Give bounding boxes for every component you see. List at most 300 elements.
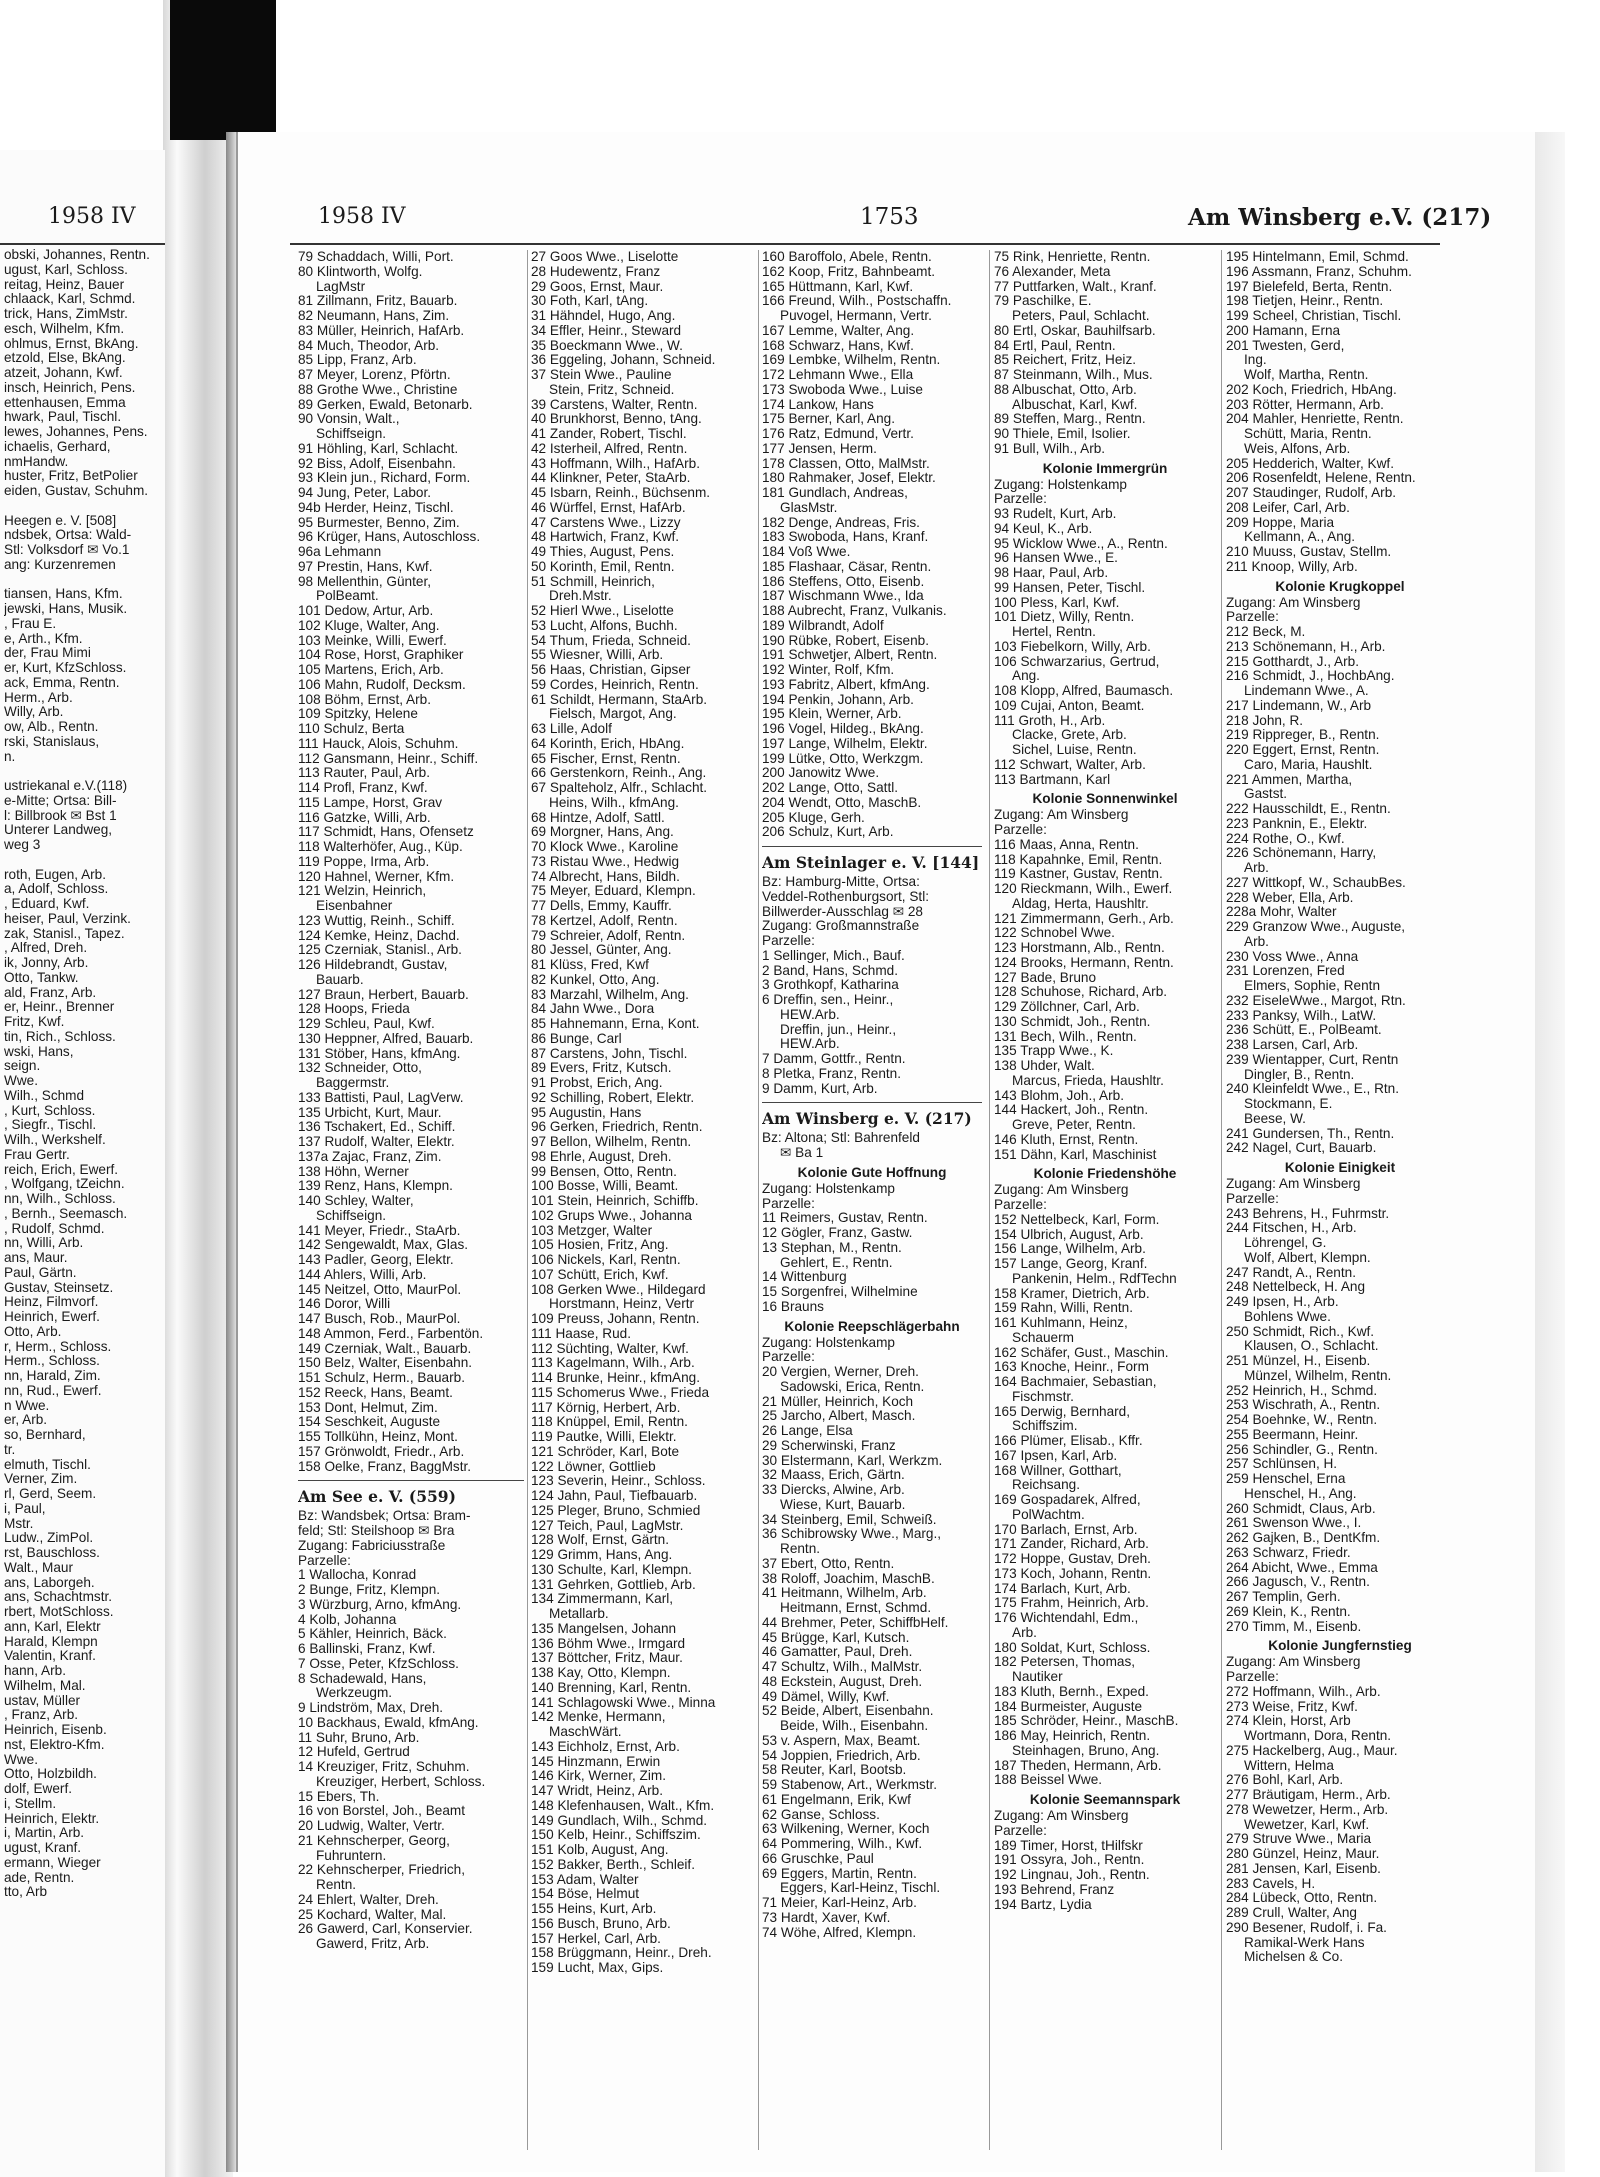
- directory-entry: 162 Koop, Fritz, Bahnbeamt.: [762, 264, 936, 279]
- column-rule: [758, 250, 759, 2150]
- directory-entry: 88 Grothe Wwe., Christine: [298, 382, 458, 397]
- directory-entry: Bz: Altona; Stl: Bahrenfeld: [762, 1131, 920, 1146]
- directory-entry: , Alfred, Dreh.: [4, 941, 88, 956]
- directory-entry: 14 Kreuziger, Fritz, Schuhm.: [298, 1760, 470, 1774]
- directory-entry: 230 Voss Wwe., Anna: [1226, 949, 1359, 964]
- directory-entry: 209 Hoppe, Maria: [1226, 515, 1335, 530]
- directory-entry: 165 Derwig, Bernhard,: [994, 1404, 1131, 1419]
- directory-entry-continuation: Stockmann, E.: [1244, 1097, 1333, 1111]
- directory-entry: 85 Hahnemann, Erna, Kont.: [531, 1017, 700, 1031]
- directory-entry: rst, Bauschloss.: [4, 1546, 100, 1560]
- section-divider: [762, 840, 982, 847]
- directory-entry-continuation: HEW.Arb.: [780, 1037, 840, 1052]
- directory-entry: Wilh., Werkshelf.: [4, 1133, 106, 1147]
- directory-entry: 115 Lampe, Horst, Grav: [298, 795, 443, 810]
- directory-entry: 49 Thies, August, Pens.: [531, 545, 675, 559]
- directory-entry: 16 von Borstel, Joh., Beamt: [298, 1804, 465, 1819]
- directory-entry: 3 Würzburg, Arno, kfmAng.: [298, 1597, 462, 1612]
- directory-entry: jewski, Hans, Musik.: [4, 602, 128, 616]
- directory-entry: Zugang: Am Winsberg: [1226, 1177, 1361, 1191]
- directory-entry: 182 Petersen, Thomas,: [994, 1655, 1136, 1670]
- directory-entry: 158 Oelke, Franz, BaggMstr.: [298, 1459, 472, 1474]
- directory-entry: 176 Wichtendahl, Edm.,: [994, 1611, 1139, 1625]
- directory-entry: 146 Doror, Willi: [298, 1297, 391, 1312]
- directory-entry: 62 Ganse, Schloss.: [762, 1807, 880, 1822]
- directory-entry: 20 Vergien, Werner, Dreh.: [762, 1365, 919, 1379]
- directory-entry: 123 Horstmann, Alb., Rentn.: [994, 941, 1165, 955]
- directory-entry: 45 Isbarn, Reinh., Büchsenm.: [531, 486, 711, 500]
- association-heading: Am Steinlager e. V. [144]: [762, 853, 980, 872]
- directory-entry: 108 Klopp, Alfred, Baumasch.: [994, 684, 1174, 698]
- directory-entry: 64 Pommering, Wilh., Kwf.: [762, 1837, 923, 1851]
- directory-entry: [4, 853, 162, 868]
- directory-entry: 174 Barlach, Kurt, Arb.: [994, 1581, 1131, 1596]
- directory-entry: 20 Ludwig, Walter, Vertr.: [298, 1819, 445, 1833]
- directory-entry: ade, Rentn.: [4, 1870, 75, 1885]
- directory-entry: 128 Wolf, Ernst, Gärtn.: [531, 1533, 670, 1548]
- directory-entry: zak, Stanisl., Tapez.: [4, 926, 125, 941]
- directory-entry: 192 Winter, Rolf, Kfm.: [762, 663, 895, 677]
- directory-entry: tiansen, Hans, Kfm.: [4, 587, 123, 602]
- directory-entry: 222 Hausschildt, E., Rentn.: [1226, 802, 1391, 816]
- directory-entry: 85 Lipp, Franz, Arb.: [298, 353, 417, 368]
- directory-entry: 221 Ammen, Martha,: [1226, 772, 1353, 787]
- directory-entry: 34 Steinberg, Emil, Schweiß.: [762, 1512, 937, 1527]
- directory-entry: 39 Carstens, Walter, Rentn.: [531, 397, 698, 412]
- directory-entry-continuation: Henschel, H., Ang.: [1244, 1486, 1357, 1501]
- directory-entry: 21 Müller, Heinrich, Koch: [762, 1394, 914, 1409]
- directory-entry: 253 Wischrath, A., Rentn.: [1226, 1398, 1381, 1413]
- directory-entry: 148 Klefenhausen, Walt., Kfm.: [531, 1798, 715, 1813]
- directory-entry: 74 Albrecht, Hans, Bildh.: [531, 869, 680, 884]
- directory-entry: 105 Hosien, Fritz, Ang.: [531, 1238, 669, 1253]
- directory-entry-continuation: Klausen, O., Schlacht.: [1244, 1339, 1379, 1354]
- directory-entry: 190 Rübke, Robert, Eisenb.: [762, 633, 930, 648]
- directory-entry: 244 Fitschen, H., Arb.: [1226, 1221, 1357, 1236]
- directory-entry: 30 Elstermann, Karl, Werkzm.: [762, 1453, 943, 1468]
- directory-entry: 16 Brauns: [762, 1299, 824, 1314]
- directory-entry: 84 Much, Theodor, Arb.: [298, 338, 440, 353]
- directory-entry-continuation: Dreh.Mstr.: [549, 589, 612, 604]
- directory-entry: Herm., Arb.: [4, 690, 73, 705]
- directory-entry: 11 Suhr, Bruno, Arb.: [298, 1730, 420, 1745]
- directory-entry: 9 Lindström, Max, Dreh.: [298, 1701, 444, 1715]
- directory-entry-continuation: Fuhruntern.: [316, 1848, 387, 1863]
- directory-entry: 93 Klein jun., Richard, Form.: [298, 471, 471, 486]
- directory-entry: 102 Kluge, Walter, Ang.: [298, 618, 440, 633]
- directory-entry: 197 Bielefeld, Berta, Rentn.: [1226, 279, 1393, 294]
- directory-entry: 277 Bräutigam, Herm., Arb.: [1226, 1788, 1391, 1802]
- directory-entry: 124 Jahn, Paul, Tiefbauarb.: [531, 1489, 698, 1503]
- directory-entry: 151 Dähn, Karl, Maschinist: [994, 1147, 1157, 1162]
- directory-entry: 120 Hahnel, Werner, Kfm.: [298, 869, 455, 884]
- directory-entry: 261 Swenson Wwe., I.: [1226, 1516, 1362, 1531]
- colony-heading: Kolonie Krugkoppel: [1275, 578, 1405, 594]
- directory-entry: 147 Busch, Rob., MaurPol.: [298, 1312, 461, 1326]
- directory-entry-continuation: Clacke, Grete, Arb.: [1012, 728, 1127, 743]
- directory-entry: elmuth, Tischl.: [4, 1457, 91, 1472]
- directory-entry: Zugang: Holstenkamp: [994, 477, 1127, 492]
- directory-entry: 80 Klintworth, Wolfg.: [298, 264, 423, 279]
- directory-entry: 59 Stabenow, Art., Werkmstr.: [762, 1778, 938, 1792]
- directory-entry-continuation: Wolf, Martha, Rentn.: [1244, 368, 1369, 382]
- directory-entry: 98 Haar, Paul, Arb.: [994, 566, 1109, 580]
- directory-entry: 9 Damm, Kurt, Arb.: [762, 1081, 878, 1096]
- directory-entry: 223 Panknin, E., Elektr.: [1226, 816, 1368, 831]
- directory-entry: 42 Isterheil, Alfred, Rentn.: [531, 441, 688, 456]
- directory-entry-continuation: Rentn.: [780, 1542, 821, 1556]
- directory-entry: 44 Brehmer, Peter, SchiffbHelf.: [762, 1615, 949, 1630]
- directory-entry: 69 Morgner, Hans, Ang.: [531, 825, 674, 840]
- directory-entry: 127 Braun, Herbert, Bauarb.: [298, 987, 469, 1002]
- directory-entry: 128 Schuhose, Richard, Arb.: [994, 985, 1168, 1000]
- colony-heading: Kolonie Sonnenwinkel: [1032, 791, 1178, 807]
- directory-entry: 248 Nettelbeck, H. Ang: [1226, 1280, 1366, 1295]
- directory-entry: 121 Welzin, Heinrich,: [298, 884, 427, 899]
- directory-entry: Willy, Arb.: [4, 705, 64, 720]
- directory-entry-continuation: Stein, Fritz, Schneid.: [549, 382, 675, 397]
- directory-entry: 177 Jensen, Herm.: [762, 441, 877, 456]
- directory-entry: Wilh., Schmd: [4, 1088, 85, 1103]
- directory-entry: Otto, Arb.: [4, 1324, 62, 1339]
- directory-entry: hwark, Paul, Tischl.: [4, 410, 122, 425]
- directory-entry: 142 Sengewaldt, Max, Glas.: [298, 1238, 469, 1253]
- directory-entry: 78 Kertzel, Adolf, Rentn.: [531, 913, 678, 928]
- directory-entry: 172 Hoppe, Gustav, Dreh.: [994, 1552, 1151, 1566]
- directory-entry: 178 Classen, Otto, MalMstr.: [762, 456, 930, 471]
- directory-entry: 86 Bunge, Carl: [531, 1031, 622, 1046]
- directory-entry: 111 Hauck, Alois, Schuhm.: [298, 736, 459, 751]
- directory-entry-continuation: Wolf, Albert, Klempn.: [1244, 1250, 1371, 1265]
- directory-entry: ald, Franz, Arb.: [4, 985, 97, 1000]
- directory-entry: 171 Zander, Richard, Arb.: [994, 1537, 1149, 1552]
- directory-entry: 131 Stöber, Hans, kfmAng.: [298, 1046, 461, 1061]
- directory-entry: Parzelle:: [298, 1553, 351, 1568]
- directory-entry-continuation: Baggermstr.: [316, 1076, 390, 1090]
- directory-entry: 59 Cordes, Heinrich, Rentn.: [531, 677, 699, 692]
- directory-entry: 116 Gatzke, Willi, Arb.: [298, 810, 431, 825]
- directory-entry: 173 Koch, Johann, Rentn.: [994, 1566, 1152, 1581]
- directory-entry: 278 Wewetzer, Herm., Arb.: [1226, 1802, 1389, 1817]
- directory-entry-continuation: Peters, Paul, Schlacht.: [1012, 309, 1150, 323]
- directory-entry: 31 Hähndel, Hugo, Ang.: [531, 309, 676, 323]
- directory-entry: i, Stellm.: [4, 1796, 57, 1811]
- directory-entry: 103 Metzger, Walter: [531, 1223, 653, 1238]
- directory-entry: 157 Grönwoldt, Friedr., Arb.: [298, 1444, 465, 1459]
- directory-entry: 133 Battisti, Paul, LagVerw.: [298, 1090, 464, 1105]
- directory-entry: 40 Brunkhorst, Benno, tAng.: [531, 412, 702, 427]
- directory-entry: 264 Abicht, Wwe., Emma: [1226, 1560, 1378, 1575]
- directory-entry: ichaelis, Gerhard,: [4, 439, 111, 454]
- directory-entry: Parzelle:: [1226, 610, 1279, 625]
- directory-entry: 47 Carstens Wwe., Lizzy: [531, 515, 681, 530]
- directory-entry: 74 Wöhe, Alfred, Klempn.: [762, 1925, 917, 1940]
- directory-entry: 106 Mahn, Rudolf, Decksm.: [298, 677, 466, 692]
- directory-entry: 111 Haase, Rud.: [531, 1326, 632, 1341]
- directory-entry: 53 v. Aspern, Max, Beamt.: [762, 1733, 921, 1748]
- directory-entry-continuation: PolBeamt.: [316, 589, 379, 604]
- directory-entry: 175 Frahm, Heinrich, Arb.: [994, 1596, 1149, 1611]
- directory-entry: Parzelle:: [994, 823, 1047, 837]
- directory-entry: n.: [4, 749, 16, 764]
- directory-entry: Unterer Landweg,: [4, 823, 113, 838]
- directory-entry: 2 Bunge, Fritz, Klempn.: [298, 1583, 441, 1597]
- directory-entry: 226 Schönemann, Harry,: [1226, 846, 1377, 861]
- directory-entry: der, Frau Mimi: [4, 646, 91, 661]
- directory-entry: 164 Bachmaier, Sebastian,: [994, 1375, 1157, 1389]
- directory-entry: 101 Dedow, Artur, Arb.: [298, 604, 434, 618]
- directory-entry: 210 Muuss, Gustav, Stellm.: [1226, 545, 1392, 559]
- directory-entry: 140 Schley, Walter,: [298, 1194, 414, 1208]
- directory-entry: ack, Emma, Rentn.: [4, 675, 120, 690]
- directory-entry: 109 Preuss, Johann, Rentn.: [531, 1312, 700, 1326]
- directory-entry: 83 Müller, Heinrich, HafArb.: [298, 323, 465, 338]
- directory-entry: 94b Herder, Heinz, Tischl.: [298, 500, 454, 515]
- directory-entry: 48 Hartwich, Franz, Kwf.: [531, 530, 680, 545]
- directory-entry-continuation: Albuschat, Karl, Kwf.: [1012, 397, 1138, 412]
- directory-entry: 47 Schultz, Wilh., MalMstr.: [762, 1660, 923, 1674]
- directory-entry: 87 Carstens, John, Tischl.: [531, 1046, 688, 1061]
- directory-entry: 7 Damm, Gottfr., Rentn.: [762, 1052, 906, 1066]
- directory-entry: 88 Albuschat, Otto, Arb.: [994, 382, 1137, 397]
- directory-entry-continuation: Michelsen & Co.: [1244, 1950, 1343, 1965]
- directory-entry: 202 Koch, Friedrich, HbAng.: [1226, 382, 1397, 397]
- directory-entry: 77 Dells, Emmy, Kauffr.: [531, 899, 672, 913]
- directory-entry: 238 Larsen, Carl, Arb.: [1226, 1038, 1359, 1052]
- directory-entry: 194 Bartz, Lydia: [994, 1897, 1092, 1912]
- directory-entry: 3 Grothkopf, Katharina: [762, 978, 899, 993]
- directory-entry: Billwerder-Ausschlag ✉ 28: [762, 904, 923, 919]
- directory-entry: 113 Kagelmann, Wilh., Arb.: [531, 1356, 695, 1371]
- directory-entry-continuation: Dingler, B., Rentn.: [1244, 1067, 1355, 1082]
- directory-entry: 156 Lange, Wilhelm, Arb.: [994, 1242, 1146, 1257]
- directory-entry: 134 Zimmermann, Karl,: [531, 1592, 674, 1607]
- directory-entry: 34 Effler, Heinr., Steward: [531, 323, 682, 338]
- directory-entry: 207 Staudinger, Rudolf, Arb.: [1226, 486, 1397, 500]
- directory-entry: Parzelle:: [994, 1198, 1047, 1212]
- directory-entry: 50 Korinth, Emil, Rentn.: [531, 559, 675, 574]
- directory-entry: 120 Rieckmann, Wilh., Ewerf.: [994, 882, 1173, 896]
- directory-entry: 152 Bakker, Berth., Schleif.: [531, 1857, 695, 1872]
- directory-entry: 54 Joppien, Friedrich, Arb.: [762, 1748, 921, 1763]
- directory-entry: huster, Fritz, BetPolier: [4, 469, 138, 484]
- directory-entry: 169 Lembke, Wilhelm, Rentn.: [762, 353, 941, 368]
- directory-entry: 205 Kluge, Gerh.: [762, 810, 865, 825]
- directory-entry: 109 Spitzky, Helene: [298, 707, 418, 722]
- directory-entry: 91 Bull, Wilh., Arb.: [994, 441, 1106, 456]
- directory-entry: wski, Hans,: [4, 1044, 74, 1059]
- directory-entry: rski, Stanislaus,: [4, 734, 100, 749]
- directory-entry: 154 Böse, Helmut: [531, 1887, 640, 1902]
- directory-entry: 8 Pletka, Franz, Rentn.: [762, 1066, 902, 1081]
- directory-entry: 147 Wridt, Heinz, Arb.: [531, 1784, 663, 1798]
- directory-entry: 21 Kehnscherper, Georg,: [298, 1833, 450, 1848]
- directory-entry: 154 Ulbrich, August, Arb.: [994, 1227, 1144, 1242]
- directory-entry: 143 Blohm, Joh., Arb.: [994, 1088, 1124, 1103]
- directory-entry: Paul, Gärtn.: [4, 1265, 77, 1280]
- directory-entry: 135 Mangelsen, Johann: [531, 1621, 677, 1636]
- directory-entry: rbert, MotSchloss.: [4, 1605, 114, 1619]
- directory-entry-continuation: Beese, W.: [1244, 1111, 1306, 1126]
- directory-entry: 137 Rudolf, Walter, Elektr.: [298, 1135, 455, 1149]
- directory-entry: 157 Herkel, Carl, Arb.: [531, 1931, 661, 1946]
- directory-entry: ugust, Karl, Schloss.: [4, 262, 128, 277]
- directory-entry: 81 Klüss, Fred, Kwf: [531, 958, 649, 972]
- directory-entry: 136 Tschakert, Ed., Schiff.: [298, 1120, 456, 1135]
- directory-entry: 252 Heinrich, H., Schmd.: [1226, 1383, 1378, 1398]
- directory-entry: 4 Kolb, Johanna: [298, 1612, 397, 1627]
- directory-entry: 139 Renz, Hans, Klempn.: [298, 1179, 453, 1194]
- directory-entry: 272 Hoffmann, Wilh., Arb.: [1226, 1684, 1381, 1699]
- directory-entry: e, Arth., Kfm.: [4, 631, 83, 646]
- directory-entry-continuation: Caro, Maria, Haushlt.: [1244, 757, 1373, 772]
- directory-entry: 262 Gajken, B., DentKfm.: [1226, 1531, 1381, 1545]
- directory-entry: 180 Rahmaker, Josef, Elektr.: [762, 471, 936, 486]
- directory-entry-continuation: Heins, Wilh., kfmAng.: [549, 795, 679, 810]
- left-header-rule: [0, 243, 165, 245]
- directory-entry: nst, Elektro-Kfm.: [4, 1737, 105, 1752]
- directory-entry: 11 Reimers, Gustav, Rentn.: [762, 1211, 928, 1226]
- directory-entry: e-Mitte; Ortsa: Bill-: [4, 793, 117, 808]
- directory-entry-continuation: Fischmstr.: [1012, 1389, 1074, 1404]
- directory-entry: heiser, Paul, Verzink.: [4, 911, 131, 926]
- column-rule: [989, 250, 990, 2150]
- directory-entry: 102 Grups Wwe., Johanna: [531, 1208, 692, 1223]
- directory-entry: 84 Jahn Wwe., Dora: [531, 1002, 655, 1017]
- directory-entry: 89 Evers, Fritz, Kutsch.: [531, 1061, 672, 1076]
- directory-entry: 94 Jung, Peter, Labor.: [298, 486, 432, 500]
- directory-entry: ans, Laborgeh.: [4, 1575, 95, 1590]
- directory-entry-continuation: Fielsch, Margot, Ang.: [549, 707, 677, 722]
- directory-entry: 96 Gerken, Friedrich, Rentn.: [531, 1120, 703, 1135]
- directory-entry: 289 Crull, Walter, Ang: [1226, 1906, 1357, 1920]
- directory-entry: Valentin, Kranf.: [4, 1649, 96, 1664]
- directory-entry: 92 Schilling, Robert, Elektr.: [531, 1090, 695, 1105]
- directory-entry: 216 Schmidt, J., HochbAng.: [1226, 669, 1395, 684]
- directory-entry: 95 Augustin, Hans: [531, 1105, 642, 1120]
- directory-entry: 143 Eichholz, Ernst, Arb.: [531, 1739, 680, 1754]
- directory-entry: r, Herm., Schloss.: [4, 1339, 112, 1354]
- directory-entry: Zugang: Am Winsberg: [994, 1809, 1129, 1823]
- directory-entry: [4, 499, 162, 514]
- directory-entry: , Siegfr., Tischl.: [4, 1118, 97, 1133]
- directory-entry: dolf, Ewerf.: [4, 1782, 72, 1796]
- directory-entry: ustav, Müller: [4, 1693, 81, 1708]
- directory-entry: 81 Zillmann, Fritz, Bauarb.: [298, 294, 458, 309]
- directory-entry: 149 Czerniak, Walt., Bauarb.: [298, 1341, 472, 1356]
- directory-entry: 73 Ristau Wwe., Hedwig: [531, 854, 680, 869]
- directory-entry: 199 Lütke, Otto, Werkzgm.: [762, 751, 924, 766]
- directory-entry: Parzelle:: [762, 934, 815, 948]
- directory-entry: , Kurt, Schloss.: [4, 1103, 96, 1118]
- directory-entry: 103 Meinke, Willi, Ewerf.: [298, 633, 447, 648]
- directory-entry: 153 Dont, Helmut, Zim.: [298, 1400, 438, 1415]
- directory-entry: 229 Granzow Wwe., Auguste,: [1226, 920, 1406, 934]
- directory-entry: nn, Harald, Zim.: [4, 1369, 101, 1383]
- directory-entry: 101 Dietz, Willy, Rentn.: [994, 610, 1135, 625]
- directory-entry: 211 Knoop, Willy, Arb.: [1226, 559, 1358, 574]
- directory-entry: 118 Kapahnke, Emil, Rentn.: [994, 852, 1163, 867]
- directory-entry: 96a Lehmann: [298, 545, 382, 559]
- colony-heading: Kolonie Friedenshöhe: [1033, 1166, 1177, 1182]
- directory-entry: 46 Würffel, Ernst, HafArb.: [531, 500, 686, 515]
- directory-entry: Wwe.: [4, 1752, 38, 1767]
- directory-entry: 159 Rahn, Willi, Rentn.: [994, 1301, 1134, 1316]
- directory-entry: 201 Twesten, Gerd,: [1226, 338, 1345, 353]
- directory-entry: 71 Meier, Karl-Heinz, Arb.: [762, 1896, 917, 1910]
- directory-entry: 136 Böhm Wwe., Irmgard: [531, 1636, 686, 1651]
- directory-entry-continuation: Arb.: [1244, 934, 1269, 949]
- directory-entry: ndsbek, Ortsa: Wald-: [4, 528, 132, 543]
- directory-entry: 24 Ehlert, Walter, Dreh.: [298, 1892, 439, 1907]
- directory-entry: 160 Baroffolo, Abele, Rentn.: [762, 250, 932, 264]
- column-rule: [527, 250, 528, 2150]
- directory-entry: 186 Steffens, Otto, Eisenb.: [762, 574, 925, 589]
- directory-entry-continuation: Bauarb.: [316, 972, 364, 987]
- directory-entry: 127 Teich, Paul, LagMstr.: [531, 1518, 684, 1533]
- directory-entry: 10 Backhaus, Ewald, kfmAng.: [298, 1715, 479, 1730]
- directory-entry: 41 Zander, Robert, Tischl.: [531, 427, 687, 441]
- directory-entry: 70 Klock Wwe., Karoline: [531, 840, 679, 854]
- directory-entry-continuation: Metallarb.: [549, 1607, 609, 1621]
- directory-entry: 124 Kemke, Heinz, Dachd.: [298, 928, 460, 943]
- directory-entry: Harald, Klempn: [4, 1634, 98, 1649]
- directory-entry: 195 Klein, Werner, Arb.: [762, 707, 902, 722]
- directory-entry: 12 Gögler, Franz, Gastw.: [762, 1226, 913, 1240]
- directory-entry: 90 Thiele, Emil, Isolier.: [994, 427, 1131, 441]
- directory-column-4: [994, 250, 1216, 1912]
- directory-entry: tin, Rich., Schloss.: [4, 1029, 116, 1044]
- directory-entry: 128 Hoops, Frieda: [298, 1002, 410, 1017]
- directory-entry-continuation: Gastst.: [1244, 787, 1288, 802]
- directory-entry: 129 Grimm, Hans, Ang.: [531, 1548, 673, 1562]
- directory-entry: hann, Arb.: [4, 1664, 66, 1678]
- directory-entry-continuation: Aldag, Herta, Haushltr.: [1012, 896, 1149, 911]
- directory-entry: 196 Vogel, Hildeg., BkAng.: [762, 722, 924, 736]
- directory-entry: 283 Cavels, H.: [1226, 1876, 1316, 1891]
- directory-entry: 66 Gerstenkorn, Reinh., Ang.: [531, 766, 707, 781]
- colony-heading: Kolonie Einigkeit: [1284, 1160, 1396, 1175]
- directory-entry: 38 Roloff, Joachim, MaschB.: [762, 1571, 935, 1586]
- directory-entry: 90 Vonsin, Walt.,: [298, 412, 400, 427]
- directory-entry: Heinrich, Elektr.: [4, 1811, 100, 1826]
- directory-entry: Parzelle:: [1226, 1191, 1279, 1206]
- directory-entry: 6 Dreffin, sen., Heinr.,: [762, 993, 894, 1007]
- directory-entry: 254 Boehnke, W., Rentn.: [1226, 1413, 1378, 1427]
- directory-entry: Zugang: Holstenkamp: [762, 1335, 895, 1350]
- left-page-column: [4, 248, 162, 1900]
- directory-entry: Parzelle:: [1226, 1670, 1279, 1684]
- directory-entry: 167 Ipsen, Karl, Arb.: [994, 1448, 1118, 1463]
- page-number: 1753: [860, 204, 919, 230]
- directory-entry: ermann, Wieger: [4, 1855, 101, 1870]
- directory-entry: 43 Hoffmann, Wilh., HafArb.: [531, 456, 700, 471]
- directory-entry: ik, Jonny, Arb.: [4, 956, 89, 970]
- directory-entry: 280 Günzel, Heinz, Maur.: [1226, 1847, 1380, 1861]
- directory-entry: 22 Kehnscherper, Friedrich,: [298, 1863, 465, 1878]
- directory-entry: 186 May, Heinrich, Rentn.: [994, 1729, 1151, 1743]
- colony-heading: Kolonie Jungfernstieg: [1268, 1638, 1412, 1654]
- directory-entry: 107 Schütt, Erich, Kwf.: [531, 1267, 669, 1282]
- directory-entry: 259 Henschel, Erna: [1226, 1472, 1346, 1486]
- directory-entry: 69 Eggers, Martin, Rentn.: [762, 1866, 917, 1881]
- directory-entry: Gustav, Steinsetz.: [4, 1280, 114, 1295]
- directory-entry-continuation: Lindemann Wwe., A.: [1244, 684, 1369, 698]
- directory-entry: 204 Mahler, Henriette, Rentn.: [1226, 412, 1404, 427]
- page-edge: [1535, 132, 1565, 2172]
- directory-entry: 189 Timer, Horst, tHilfskr: [994, 1838, 1143, 1853]
- directory-entry: 79 Schaddach, Willi, Port.: [298, 250, 454, 264]
